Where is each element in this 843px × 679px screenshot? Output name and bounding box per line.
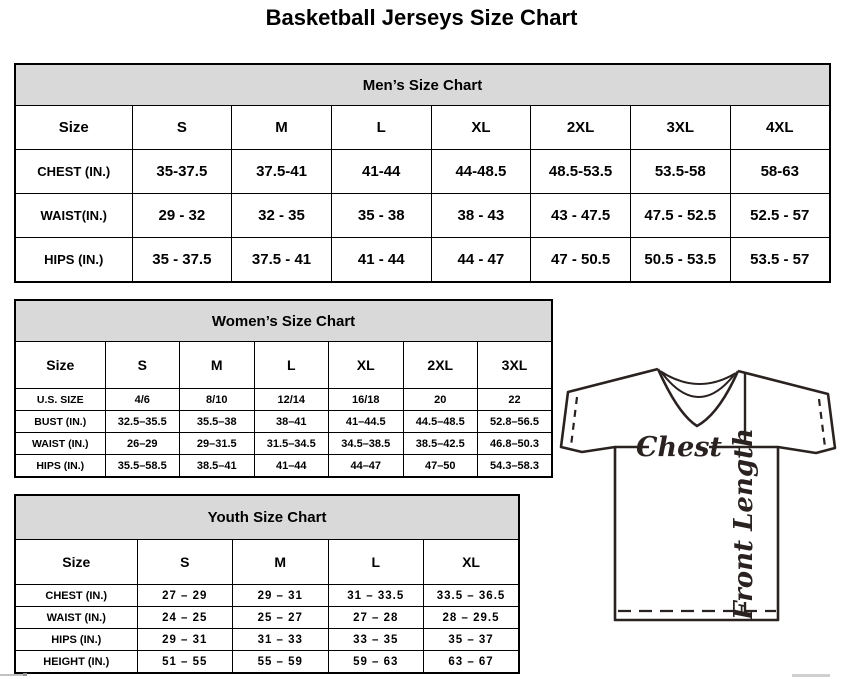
value-cell: 29 – 31 (137, 629, 233, 651)
value-cell: 35.5–58.5 (105, 455, 180, 478)
value-cell: 52.8–56.5 (478, 411, 553, 433)
scrollbar-right-sliver[interactable] (792, 674, 830, 677)
value-cell: 24 – 25 (137, 607, 233, 629)
col-header: L (328, 540, 424, 585)
row-label-hips: HIPS (IN.) (15, 629, 137, 651)
col-header: M (180, 342, 255, 389)
col-header: XL (424, 540, 520, 585)
col-header: XL (431, 106, 531, 150)
value-cell: 44-48.5 (431, 150, 531, 194)
value-cell: 32 - 35 (232, 194, 332, 238)
row-label-height: HEIGHT (IN.) (15, 651, 137, 674)
row-label-chest: CHEST (IN.) (15, 150, 132, 194)
value-cell: 48.5-53.5 (531, 150, 631, 194)
value-cell: 44–47 (329, 455, 404, 478)
value-cell: 4/6 (105, 389, 180, 411)
value-cell: 50.5 - 53.5 (630, 238, 730, 283)
value-cell: 41–44 (254, 455, 329, 478)
col-header-size: Size (15, 106, 132, 150)
col-header: S (105, 342, 180, 389)
jersey-measurement-diagram (558, 362, 842, 628)
right-cuff-dashed-seam (819, 399, 825, 447)
col-header: 3XL (478, 342, 553, 389)
value-cell: 29–31.5 (180, 433, 255, 455)
value-cell: 55 – 59 (233, 651, 329, 674)
front-length-label: Front Length (729, 428, 759, 620)
value-cell: 41 - 44 (331, 238, 431, 283)
value-cell: 12/14 (254, 389, 329, 411)
womens-size-chart-table (14, 299, 553, 478)
page-title: Basketball Jerseys Size Chart (265, 5, 578, 30)
value-cell: 35 - 38 (331, 194, 431, 238)
youth-size-chart-table (14, 494, 520, 674)
col-header: S (137, 540, 233, 585)
value-cell: 58-63 (730, 150, 830, 194)
col-header: S (132, 106, 232, 150)
value-cell: 22 (478, 389, 553, 411)
col-header: L (331, 106, 431, 150)
value-cell: 63 – 67 (424, 651, 520, 674)
value-cell: 38–41 (254, 411, 329, 433)
value-cell: 41-44 (331, 150, 431, 194)
value-cell: 29 – 31 (233, 585, 329, 607)
value-cell: 20 (403, 389, 478, 411)
value-cell: 32.5–35.5 (105, 411, 180, 433)
value-cell: 27 – 29 (137, 585, 233, 607)
mens-size-chart-table (14, 63, 831, 283)
row-label-waist: WAIST(IN.) (15, 194, 132, 238)
value-cell: 47.5 - 52.5 (630, 194, 730, 238)
col-header: 4XL (730, 106, 830, 150)
row-label-hips: HIPS (IN.) (15, 238, 132, 283)
value-cell: 38 - 43 (431, 194, 531, 238)
row-label-hips: HIPS (IN.) (15, 455, 105, 478)
value-cell: 44 - 47 (431, 238, 531, 283)
value-cell: 35.5–38 (180, 411, 255, 433)
value-cell: 43 - 47.5 (531, 194, 631, 238)
value-cell: 59 – 63 (328, 651, 424, 674)
value-cell: 31 – 33 (233, 629, 329, 651)
value-cell: 37.5 - 41 (232, 238, 332, 283)
value-cell: 53.5 - 57 (730, 238, 830, 283)
row-label-waist: WAIST (IN.) (15, 433, 105, 455)
value-cell: 29 - 32 (132, 194, 232, 238)
value-cell: 35 - 37.5 (132, 238, 232, 283)
value-cell: 16/18 (329, 389, 404, 411)
col-header: 2XL (531, 106, 631, 150)
left-cuff-dashed-seam (571, 397, 577, 446)
value-cell: 31.5–34.5 (254, 433, 329, 455)
value-cell: 25 – 27 (233, 607, 329, 629)
value-cell: 54.3–58.3 (478, 455, 553, 478)
value-cell: 47–50 (403, 455, 478, 478)
row-label-waist: WAIST (IN.) (15, 607, 137, 629)
value-cell: 47 - 50.5 (531, 238, 631, 283)
value-cell: 34.5–38.5 (329, 433, 404, 455)
value-cell: 52.5 - 57 (730, 194, 830, 238)
value-cell: 33.5 – 36.5 (424, 585, 520, 607)
value-cell: 27 – 28 (328, 607, 424, 629)
col-header: M (232, 106, 332, 150)
collar-inner-curve-1 (660, 371, 736, 384)
value-cell: 35 – 37 (424, 629, 520, 651)
value-cell: 26–29 (105, 433, 180, 455)
value-cell: 33 – 35 (328, 629, 424, 651)
col-header-size: Size (15, 540, 137, 585)
row-label-chest: CHEST (IN.) (15, 585, 137, 607)
mens-chart-caption: Men’s Size Chart (15, 64, 830, 106)
value-cell: 38.5–42.5 (403, 433, 478, 455)
value-cell: 51 – 55 (137, 651, 233, 674)
col-header-size: Size (15, 342, 105, 389)
value-cell: 35-37.5 (132, 150, 232, 194)
value-cell: 53.5-58 (630, 150, 730, 194)
value-cell: 38.5–41 (180, 455, 255, 478)
value-cell: 41–44.5 (329, 411, 404, 433)
col-header: XL (329, 342, 404, 389)
chest-label: Chest (636, 432, 722, 463)
value-cell: 44.5–48.5 (403, 411, 478, 433)
row-label-bust: BUST (IN.) (15, 411, 105, 433)
value-cell: 31 – 33.5 (328, 585, 424, 607)
col-header: 3XL (630, 106, 730, 150)
value-cell: 8/10 (180, 389, 255, 411)
scrollbar-left-sliver-tip[interactable] (23, 673, 27, 676)
value-cell: 37.5-41 (232, 150, 332, 194)
jersey-outline (561, 369, 835, 620)
womens-chart-caption: Women’s Size Chart (15, 300, 552, 342)
youth-chart-caption: Youth Size Chart (15, 495, 519, 540)
value-cell: 46.8–50.3 (478, 433, 553, 455)
col-header: M (233, 540, 329, 585)
row-label-us-size: U.S. SIZE (15, 389, 105, 411)
col-header: 2XL (403, 342, 478, 389)
col-header: L (254, 342, 329, 389)
value-cell: 28 – 29.5 (424, 607, 520, 629)
scrollbar-left-sliver[interactable] (0, 674, 23, 676)
